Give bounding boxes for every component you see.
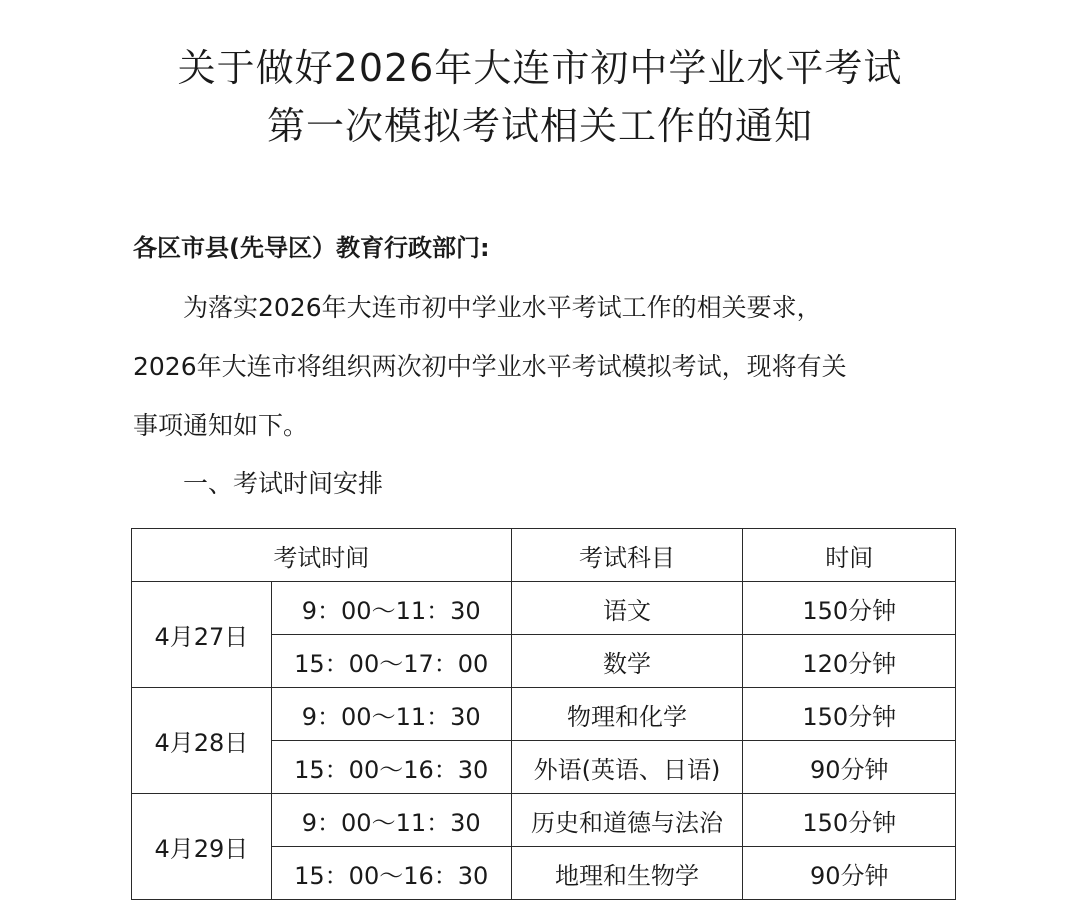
time-cell: 9：00～11：30 (271, 582, 511, 635)
notice-title-line-2: 第一次模拟考试相关工作的通知 (266, 104, 813, 148)
time-cell: 9：00～11：30 (271, 688, 511, 741)
duration-cell: 90分钟 (743, 741, 956, 794)
table-row (132, 688, 956, 741)
subject-cell: 语文 (511, 582, 743, 635)
time-cell: 9：00～11：30 (271, 794, 511, 847)
header-duration: 时间 (743, 529, 956, 582)
subject-cell: 地理和生物学 (511, 847, 743, 900)
date-cell: 4月29日 (132, 794, 272, 900)
body-line-1-text: 为落实2026年大连市初中学业水平考试工作的相关要求， (183, 293, 822, 322)
duration-cell: 150分钟 (743, 688, 956, 741)
duration-cell: 150分钟 (743, 794, 956, 847)
duration-cell: 150分钟 (743, 582, 956, 635)
salutation: 各区市县(先导区）教育行政部门: (133, 234, 490, 262)
body-paragraph-line-2: 2026年大连市将组织两次初中学业水平考试模拟考试，现将有关 (133, 352, 847, 381)
notice-title-line-1: 关于做好2026年大连市初中学业水平考试 (177, 46, 903, 90)
body-paragraph-line-1 (133, 290, 963, 326)
subject-cell: 数学 (511, 635, 743, 688)
body-paragraph-line-3: 事项通知如下。 (133, 411, 309, 440)
header-exam-time: 考试时间 (132, 529, 512, 582)
time-cell: 15：00～16：30 (271, 847, 511, 900)
table-row (132, 794, 956, 847)
time-cell: 15：00～16：30 (271, 741, 511, 794)
subject-cell: 外语(英语、日语) (511, 741, 743, 794)
table-row (132, 582, 956, 635)
table-header-row (132, 529, 956, 582)
duration-cell: 90分钟 (743, 847, 956, 900)
duration-cell: 120分钟 (743, 635, 956, 688)
subject-cell: 物理和化学 (511, 688, 743, 741)
date-cell: 4月27日 (132, 582, 272, 688)
exam-schedule-table (131, 528, 956, 900)
subject-cell: 历史和道德与法治 (511, 794, 743, 847)
date-cell: 4月28日 (132, 688, 272, 794)
header-subject: 考试科目 (511, 529, 743, 582)
time-cell: 15：00～17：00 (271, 635, 511, 688)
section-heading-exam-schedule: 一、考试时间安排 (183, 469, 384, 498)
